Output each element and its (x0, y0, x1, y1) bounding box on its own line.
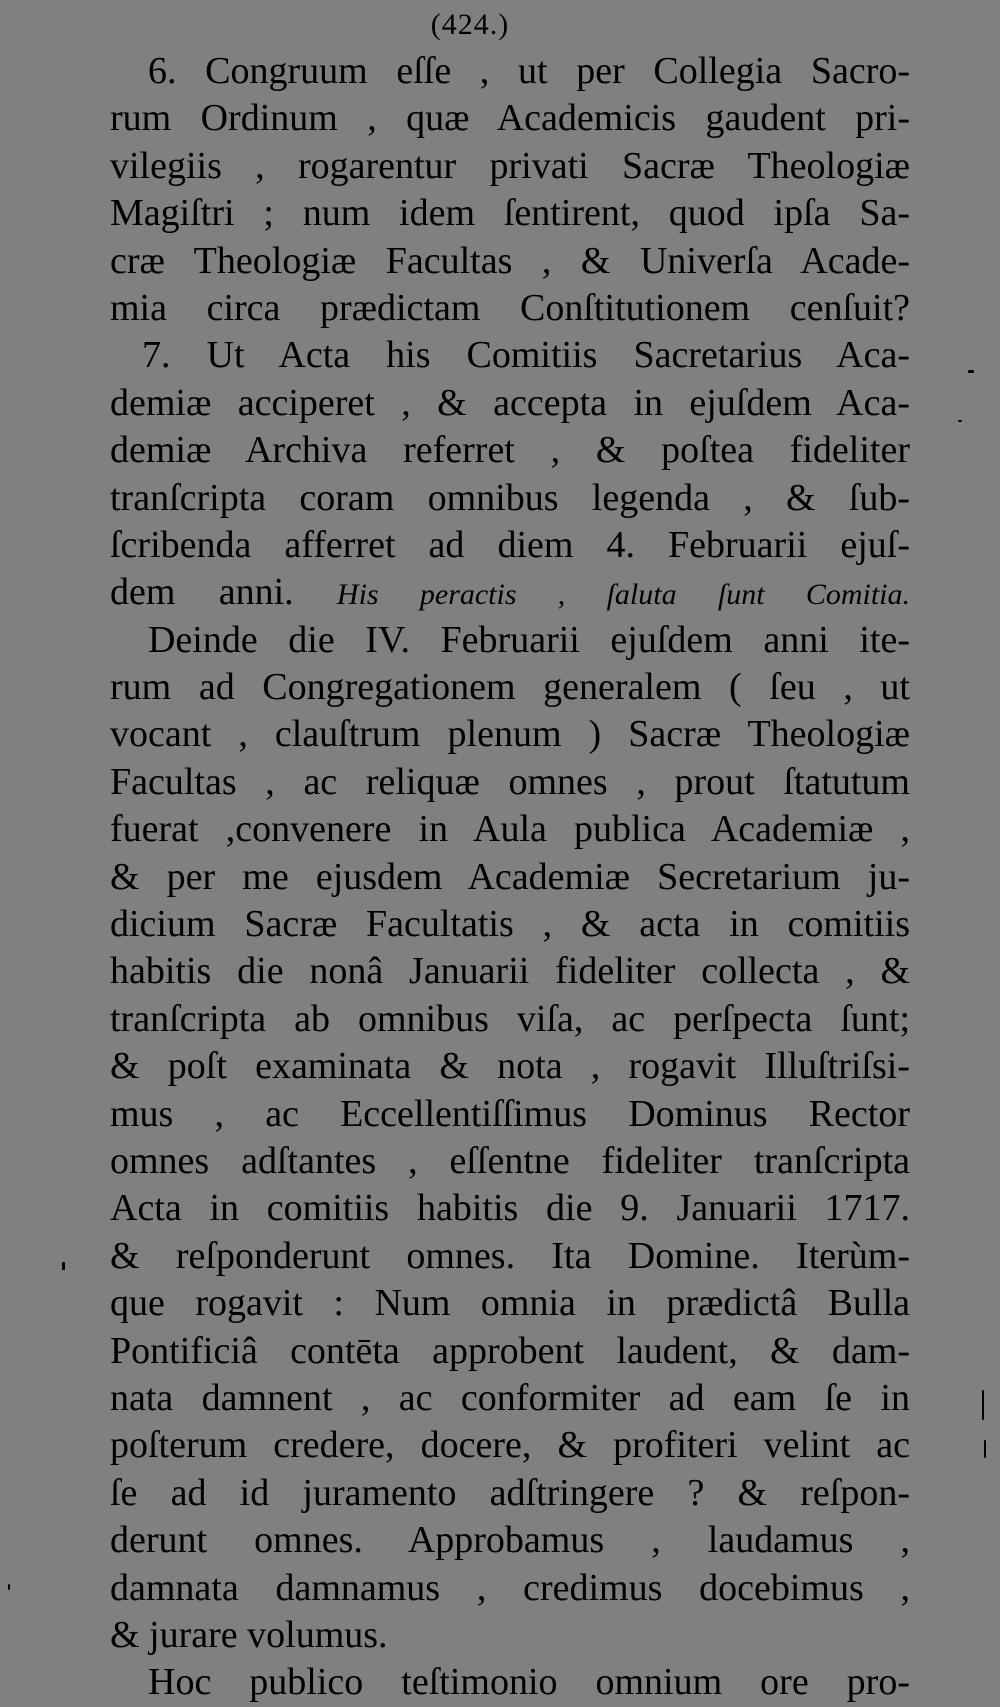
text-line (110, 1659, 910, 1706)
text-line-content: vocant , clauſtrum plenum ) Sacræ Theologiæ (110, 713, 910, 756)
text-line-content: habitis die nonâ Januarii fideliter collecta , & (110, 950, 910, 993)
text-line-content: vilegiis , rogarentur privati Sacræ Theologiæ (110, 144, 910, 187)
scan-speck (982, 1390, 984, 1420)
text-line-content: demiæ Archiva referret , & poſtea fideliter (110, 429, 910, 472)
text-line (110, 1185, 910, 1232)
text-line (110, 1612, 910, 1659)
text-line (110, 996, 910, 1043)
text-line (110, 1517, 910, 1564)
text-line (110, 143, 910, 190)
text-line-content: mus , ac Eccellentiſſimus Dominus Rector (110, 1092, 910, 1135)
scan-speck (8, 1584, 10, 1590)
text-line-content: dicium Sacræ Facultatis , & acta in comitiis (110, 903, 910, 946)
text-line-content: Acta in comitiis habitis die 9. Januarii 1717. (110, 1187, 910, 1230)
page-number: (424.) (430, 8, 510, 41)
scan-speck (62, 1262, 65, 1270)
text-line (110, 1375, 910, 1422)
text-line-content: Deinde die IV. Februarii ejuſdem anni ite- (148, 618, 910, 661)
text-line-content: ſe ad id juramento adſtringere ? & reſpon- (110, 1471, 910, 1514)
text-line (110, 948, 910, 995)
text-line-content: & poſt examinata & nota , rogavit Illuſtriſsi- (110, 1045, 910, 1088)
text-line (110, 1233, 910, 1280)
text-line-content: damnata damnamus , credimus docebimus , (110, 1566, 910, 1609)
scan-speck (968, 370, 974, 373)
text-line-content: que rogavit : Num omnia in prædictâ Bulla (110, 1282, 910, 1325)
text-line (110, 285, 910, 332)
text-line (110, 238, 910, 285)
text-line (110, 1138, 910, 1185)
text-line-content: mia circa prædictam Conſtitutionem cenſuit? (110, 286, 910, 329)
text-line-content: Hoc publico teſtimonio omnium ore pro- (148, 1661, 910, 1704)
italic-phrase: His peractis , ſaluta ſunt Comitia. (336, 578, 910, 612)
text-line-content: Pontificiâ contēta approbent laudent, & dam- (110, 1329, 910, 1372)
text-line-content: rum ad Congregationem generalem ( ſeu , ut (110, 666, 910, 709)
text-line-content: & jurare volumus. (110, 1613, 388, 1656)
text-line (110, 380, 910, 427)
text-line (110, 1043, 910, 1090)
text-line-content: Facultas , ac reliquæ omnes , prout ſtatutum (110, 760, 910, 803)
text-line (110, 711, 910, 758)
text-line (110, 569, 910, 616)
text-line (110, 190, 910, 237)
text-line-content: & per me ejusdem Academiæ Secretarium ju- (110, 855, 910, 898)
text-line (110, 1280, 910, 1327)
text-line (110, 95, 910, 142)
scan-speck (984, 1440, 986, 1458)
text-line (110, 475, 910, 522)
text-line (110, 1328, 910, 1375)
text-line-content: derunt omnes. Approbamus , laudamus , (110, 1519, 910, 1562)
text-line-content: tranſcripta ab omnibus viſa, ac perſpecta ſunt; (110, 997, 910, 1040)
text-line-content: Magiſtri ; num idem ſentirent, quod ipſa Sa- (110, 192, 910, 235)
text-line-content: tranſcripta coram omnibus legenda , & ſub- (110, 476, 910, 519)
text-line-content: 7. Ut Acta his Comitiis Sacretarius Aca- (142, 334, 910, 377)
text-line (110, 806, 910, 853)
text-line (110, 1422, 910, 1469)
text-line-content: nata damnent , ac conformiter ad eam ſe in (110, 1376, 910, 1419)
text-line (110, 332, 910, 379)
text-line (110, 48, 910, 95)
text-line (110, 1091, 910, 1138)
text-line (110, 854, 910, 901)
text-line (110, 1565, 910, 1612)
text-line (110, 522, 910, 569)
text-line-content: fuerat ,convenere in Aula publica Academiæ , (110, 808, 910, 851)
text-line (110, 427, 910, 474)
text-line-content: dem anni. (110, 571, 294, 614)
text-line-content: cræ Theologiæ Facultas , & Univerſa Acade- (110, 239, 910, 282)
text-line-content: 6. Congruum eſſe , ut per Collegia Sacro- (148, 50, 910, 92)
text-line (110, 759, 910, 806)
text-line (110, 617, 910, 664)
text-line-content: demiæ acciperet , & accepta in ejuſdem Aca- (110, 381, 910, 424)
scan-speck (958, 420, 962, 422)
text-line-content: & reſponderunt omnes. Ita Domine. Iterùm- (110, 1234, 910, 1277)
text-line-content: rum Ordinum , quæ Academicis gaudent pri- (110, 97, 910, 140)
text-line-content: ſcribenda afferret ad diem 4. Februarii ejuſ- (110, 523, 910, 566)
text-line-content: omnes adſtantes , eſſentne fideliter tranſcripta (110, 1139, 910, 1182)
text-line (110, 664, 910, 711)
text-line (110, 1470, 910, 1517)
text-line-content: poſterum credere, docere, & profiteri velint ac (110, 1424, 910, 1467)
body-text (110, 48, 910, 1707)
text-line (110, 901, 910, 948)
